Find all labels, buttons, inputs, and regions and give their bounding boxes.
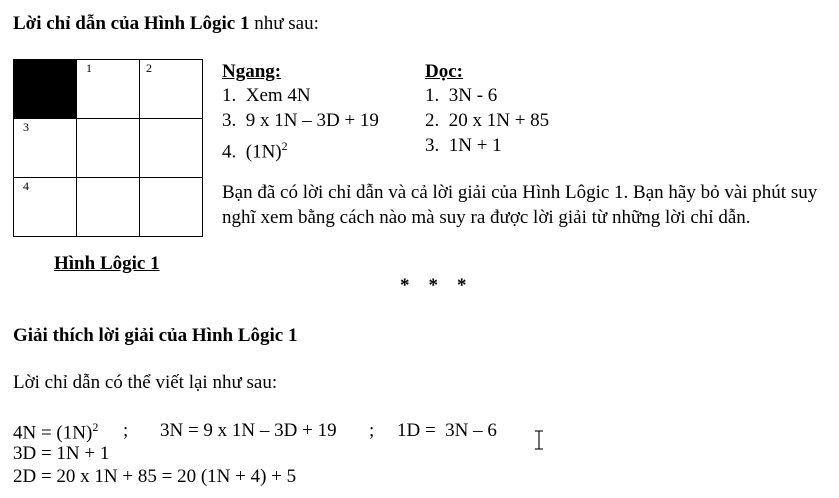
down-clue (425, 108, 549, 134)
across-clue (222, 133, 288, 165)
grid-cell (140, 60, 203, 119)
equation-line-2: 3D = 1N + 1 (13, 443, 110, 464)
grid-row (14, 178, 203, 237)
grid-cell (77, 119, 140, 178)
grid-cell (14, 178, 77, 237)
cell-number: 1 (86, 61, 92, 75)
grid-cell (77, 60, 140, 119)
clue-text: (1N) (245, 141, 282, 163)
down-clue (425, 83, 497, 109)
separator-stars: * * * (400, 275, 467, 296)
clue-text: 1N + 1 (448, 135, 502, 156)
clue-number: 1. (425, 85, 440, 106)
equation-part: 4N = (1N) (13, 422, 93, 444)
grid-cell (140, 178, 203, 237)
across-clue (222, 83, 311, 109)
instruction-paragraph: Bạn đã có lời chỉ dẫn và cả lời giải của Hình Lôgic 1. Bạn hãy bỏ vài phút suy nghĩ xem bằng cách nào mà suy ra được lời giải từ những lời chỉ dẫn. (222, 182, 818, 228)
equation-part: 3N = 9 x 1N – 3D + 19 (160, 420, 337, 441)
grid-cell (77, 178, 140, 237)
page-title-rest: như sau: (249, 13, 319, 34)
across-clue (222, 108, 379, 134)
page-title (13, 13, 319, 35)
equation-separator: ; (369, 420, 375, 441)
clue-number: 1. (222, 85, 237, 106)
grid-cell (14, 119, 77, 178)
equation-superscript: 2 (92, 420, 99, 434)
clue-text: 20 x 1N + 85 (448, 110, 550, 131)
equation-line-1 (13, 420, 98, 444)
cell-number: 3 (23, 120, 29, 134)
section-title: Giải thích lời giải của Hình Lôgic 1 (13, 325, 298, 346)
grid-row (14, 119, 203, 178)
clue-number: 3. (222, 110, 237, 131)
down-label: Dọc: (425, 61, 463, 82)
clue-superscript: 2 (281, 139, 288, 153)
clue-text: 3N - 6 (448, 85, 498, 106)
text-cursor-icon (534, 430, 544, 450)
clue-text: Xem 4N (245, 85, 311, 106)
grid-row (14, 60, 203, 119)
grid-caption: Hình Lôgic 1 (54, 253, 160, 274)
page-title-bold: Lời chỉ dẫn của Hình Lôgic 1 (13, 13, 250, 34)
across-label: Ngang: (222, 61, 282, 82)
intro-text: Lời chỉ dẫn có thể viết lại như sau: (13, 372, 278, 393)
logic-grid (13, 59, 203, 237)
equation-line-3: 2D = 20 x 1N + 85 = 20 (1N + 4) + 5 (13, 466, 297, 487)
clue-number: 3. (425, 135, 440, 156)
clue-text: 9 x 1N – 3D + 19 (245, 110, 379, 131)
down-clue (425, 133, 502, 159)
cell-number: 4 (23, 179, 29, 193)
clue-number: 4. (222, 141, 237, 163)
equation-part: 1D = 3N – 6 (397, 420, 497, 441)
grid-cell (140, 119, 203, 178)
clue-number: 2. (425, 110, 440, 131)
cell-number: 2 (146, 61, 152, 75)
equation-separator: ; (123, 420, 129, 441)
grid-cell-black (14, 60, 77, 119)
